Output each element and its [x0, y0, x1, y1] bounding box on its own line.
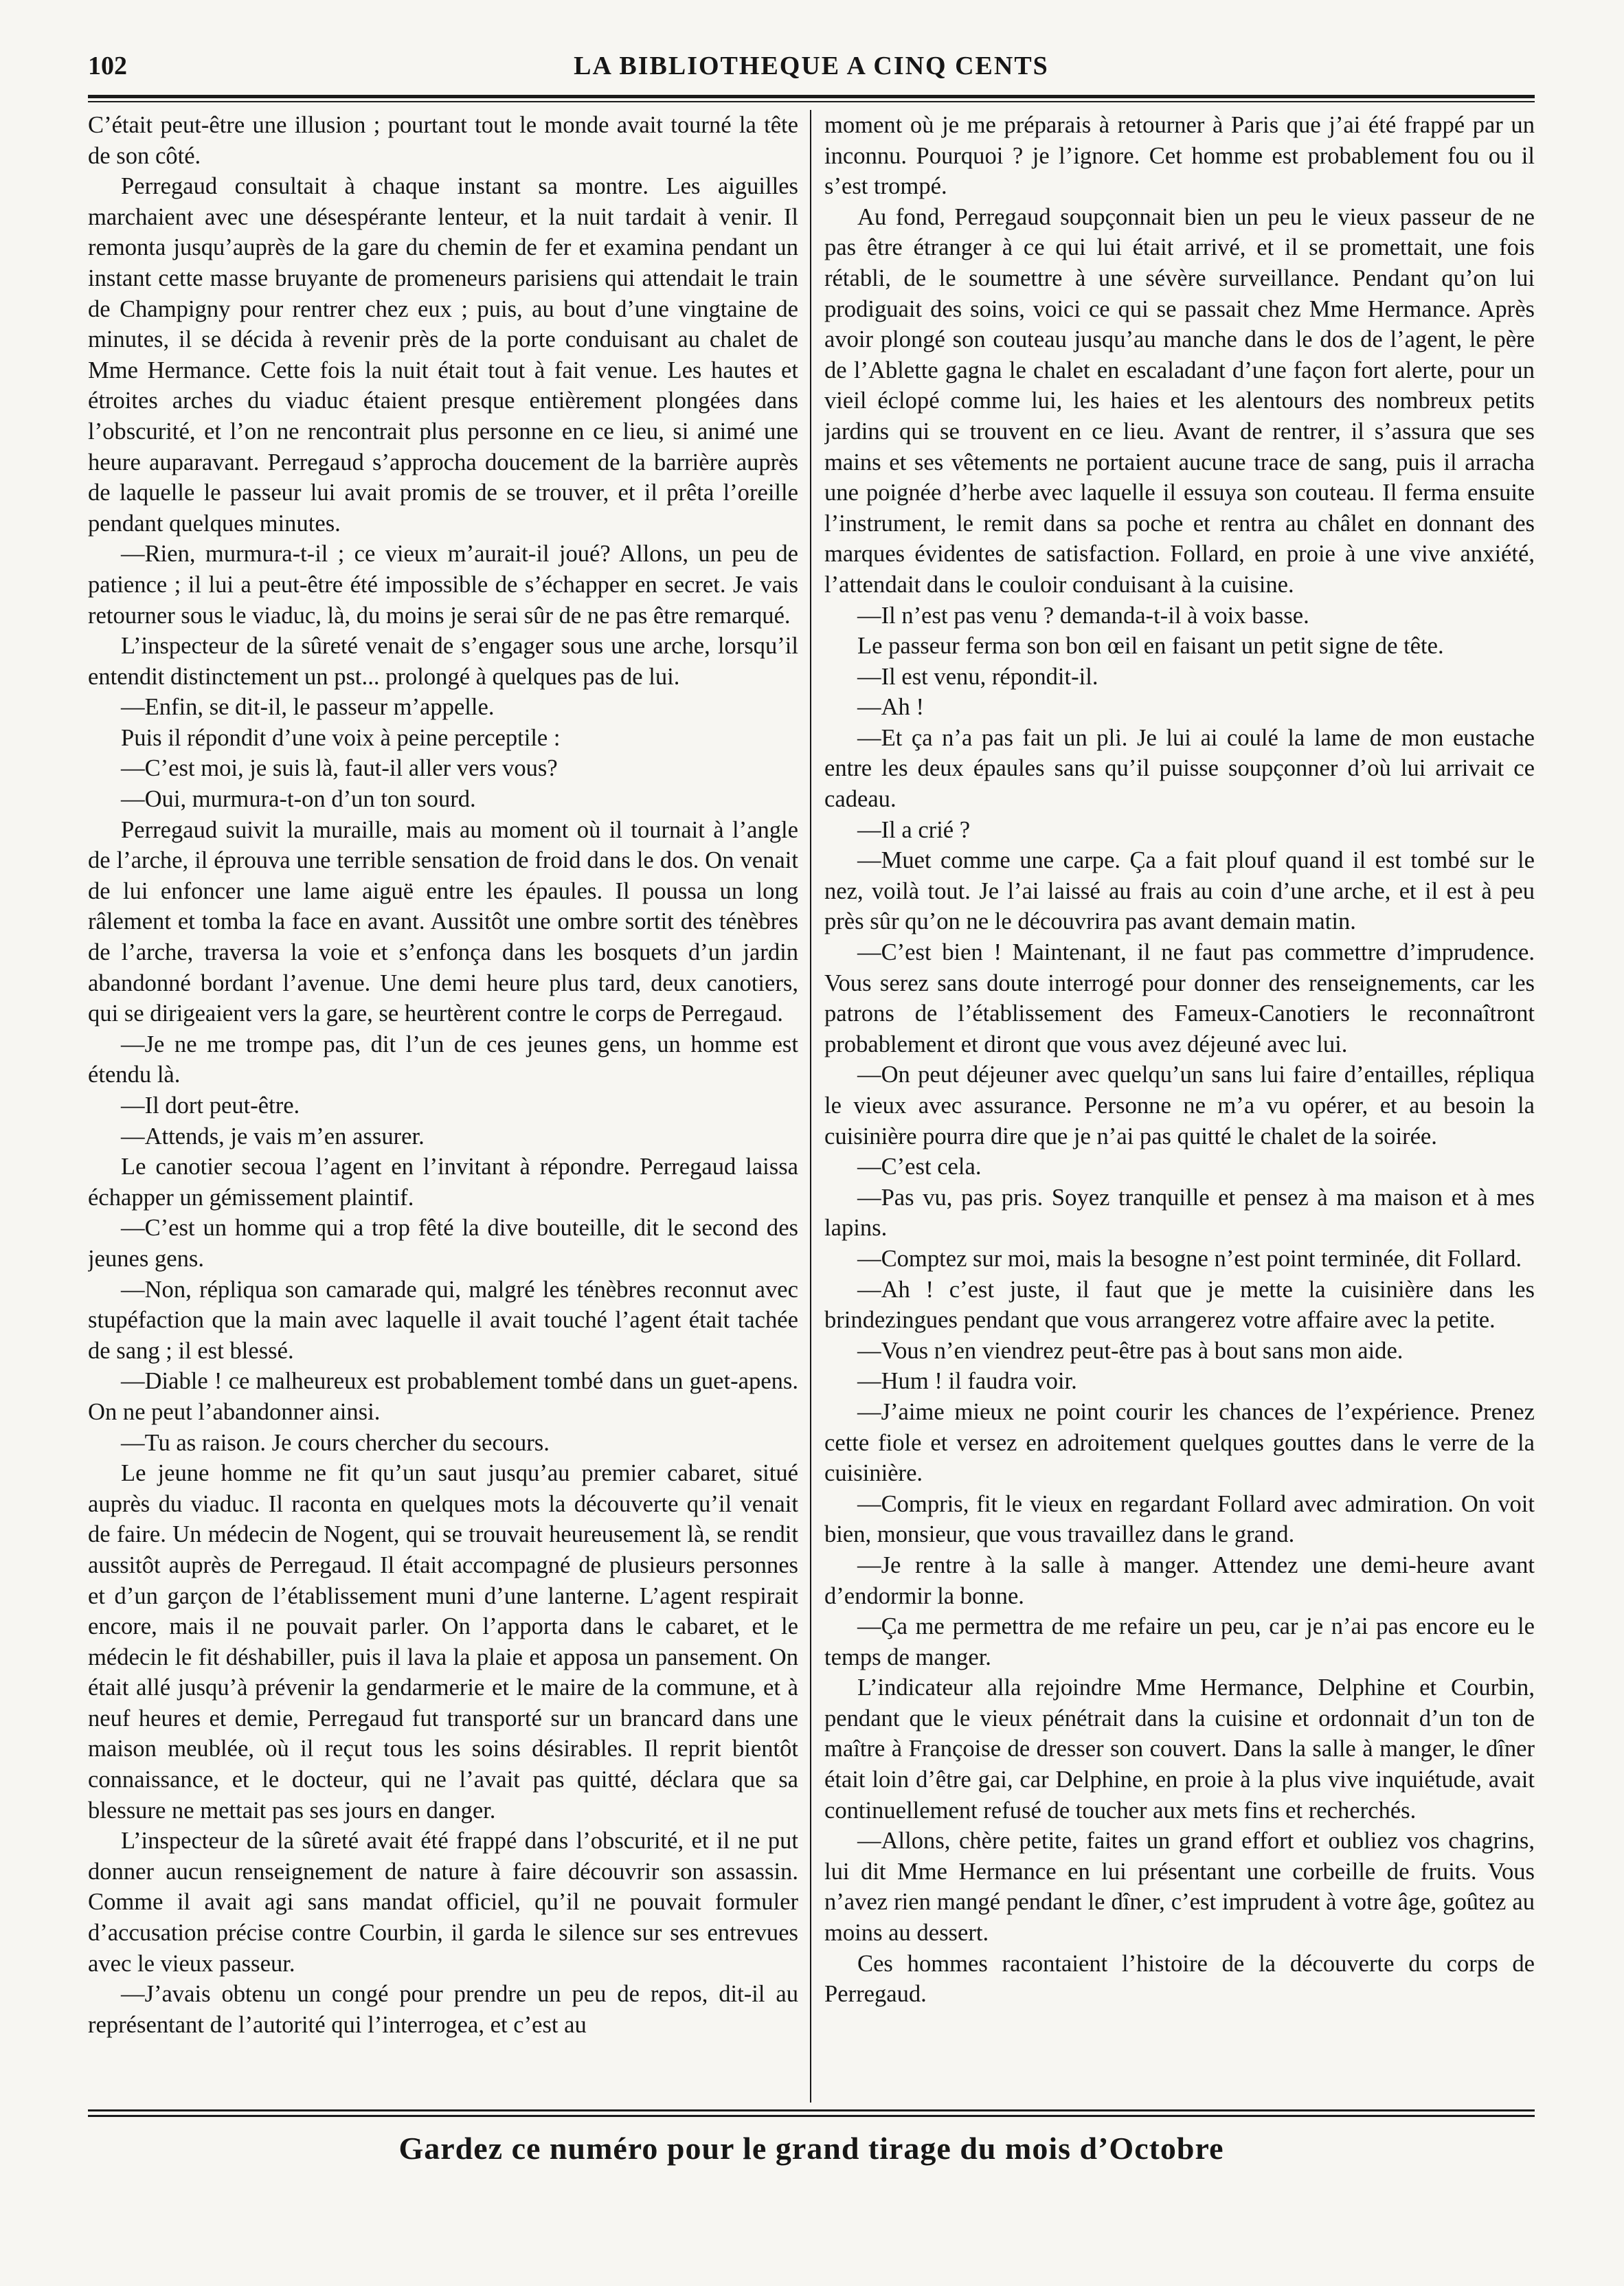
paragraph: —Ça me permettra de me refaire un peu, car je n’ai pas encore eu le temps de manger.: [824, 1613, 1535, 1670]
paragraph: —Diable ! ce malheureux est probablement tombé dans un guet-apens. On ne peut l’abandonner ainsi.: [88, 1368, 798, 1425]
paragraph: —Compris, fit le vieux en regardant Follard avec admiration. On voit bien, monsieur, que vous travaillez dans le grand.: [824, 1490, 1535, 1548]
page-header: [88, 48, 1535, 89]
paragraph: —C’est bien ! Maintenant, il ne faut pas commettre d’imprudence. Vous serez sans doute interrogé pour donner des renseignements, car les patrons de l’établissement des Fameux-Canotiers le reconnaîtront probablement et diront que vous avez déjeuné avec lui.: [824, 939, 1535, 1057]
paragraph: —Pas vu, pas pris. Soyez tranquille et pensez à ma maison et à mes lapins.: [824, 1184, 1535, 1242]
paragraph: L’inspecteur de la sûreté avait été frappé dans l’obscurité, et il ne put donner aucun renseignement de nature à faire découvrir son assassin. Comme il avait agi sans mandat officiel, qu’il ne pouvait formuler d’accusation précise contre Courbin, il garda le silence sur ses entrevues avec le vieux passeur.: [88, 1828, 798, 1977]
paragraph: Perregaud suivit la muraille, mais au moment où il tournait à l’angle de l’arche, il éprouva une terrible sensation de froid dans le dos. On venait de lui enfoncer une lame aiguë entre les épaules. Il poussa un long râlement et tomba la face en avant. Aussitôt une ombre sortit des ténèbres de l’arche, traversa la voie et s’enfonça dans les bosquets d’un jardin abandonné bordant l’avenue. Une demi heure plus tard, deux canotiers, qui se dirigeaient vers la gare, se heurtèrent contre le corps de Perregaud.: [88, 816, 798, 1027]
text-columns: [88, 110, 1535, 2100]
paragraph: —Enfin, se dit-il, le passeur m’appelle.: [121, 694, 495, 721]
paragraph: —C’est cela.: [857, 1154, 982, 1180]
page-number: 102: [88, 52, 127, 80]
paragraph: C’était peut-être une illusion ; pourtant tout le monde avait tourné la tête de son côté.: [88, 112, 798, 169]
paragraph: —On peut déjeuner avec quelqu’un sans lui faire d’entailles, répliqua le vieux avec assurance. Personne ne m’a vu opérer, et au besoin la cuisinière pourra dire que je n’ai pas quitté le chalet de la soirée.: [824, 1062, 1535, 1150]
paragraph: Au fond, Perregaud soupçonnait bien un peu le vieux passeur de ne pas être étranger à ce qui lui était arrivé, et il se promettait, une fois rétabli, de le soumettre à une sévère surveillance. Pendant qu’on lui prodiguait des soins, voici ce qui se passait chez Mme Hermance. Après avoir plongé son couteau jusqu’au manche dans le dos de l’agent, le père de l’Ablette gagna le chalet en escaladant d’une façon fort alerte, pour un vieil éclopé comme lui, les haies et les alentours des nombreux petits jardins qui se trouvent en ce lieu. Avant de rentrer, il s’assura que ses mains et ses vêtements ne portaient aucune trace de sang, puis il arracha une poignée d’herbe avec laquelle il essuya son couteau. Il ferma ensuite l’instrument, le remit dans sa poche et rentra au châlet en donnant des marques évidentes de satisfaction. Follard, en proie à une vive anxiété, l’attendait dans le couloir conduisant à la cuisine.: [824, 203, 1535, 598]
paragraph: —Oui, murmura-t-on d’un ton sourd.: [121, 786, 476, 813]
paragraph: —Allons, chère petite, faites un grand effort et oubliez vos chagrins, lui dit Mme Hermance en lui présentant une corbeille de fruits. Vous n’avez rien mangé pendant le dîner, c’est imprudent à votre âge, goûtez au moins au dessert.: [824, 1828, 1535, 1947]
paragraph: —Attends, je vais m’en assurer.: [121, 1123, 425, 1150]
paragraph: —C’est un homme qui a trop fêté la dive bouteille, dit le second des jeunes gens.: [88, 1215, 798, 1272]
paragraph: Ces hommes racontaient l’histoire de la découverte du corps de Perregaud.: [824, 1950, 1535, 2008]
column-divider: [810, 110, 811, 2103]
paragraph: moment où je me préparais à retourner à Paris que j’ai été frappé par un inconnu. Pourquoi ? je l’ignore. Cet homme est probablement fou ou il s’est trompé.: [824, 112, 1535, 200]
paragraph: —Je ne me trompe pas, dit l’un de ces jeunes gens, un homme est étendu là.: [88, 1031, 798, 1088]
paragraph: —Tu as raison. Je cours chercher du secours.: [121, 1429, 550, 1456]
paragraph: —Vous n’en viendrez peut-être pas à bout sans mon aide.: [857, 1337, 1403, 1364]
paragraph: —Il est venu, répondit-il.: [857, 663, 1098, 690]
paragraph: Puis il répondit d’une voix à peine perceptile :: [121, 724, 561, 751]
paragraph: —Hum ! il faudra voir.: [857, 1368, 1077, 1395]
paragraph: —Ah !: [857, 694, 924, 721]
paragraph: —Il a crié ?: [857, 816, 971, 843]
paragraph: L’inspecteur de la sûreté venait de s’engager sous une arche, lorsqu’il entendit distinctement un pst... prolongé à quelques pas de lui.: [88, 633, 798, 690]
paragraph: Le canotier secoua l’agent en l’invitant à répondre. Perregaud laissa échapper un gémissement plaintif.: [88, 1154, 798, 1211]
paragraph: —Muet comme une carpe. Ça a fait plouf quand il est tombé sur le nez, voilà tout. Je l’ai laissé au frais au coin d’une arche, et il est à peu près sûr qu’on ne le découvrira pas avant demain matin.: [824, 847, 1535, 935]
paragraph: —Il n’est pas venu ? demanda-t-il à voix basse.: [857, 602, 1309, 629]
paragraph: L’indicateur alla rejoindre Mme Hermance, Delphine et Courbin, pendant que le vieux pénétrait dans la cuisine et ordonnait d’un ton de maître à Françoise de dresser son couvert. Dans la salle à manger, le dîner était loin d’être gai, car Delphine, en proie à la plus vive inquiétude, avait continuellement refusé de toucher aux mets fins et recherchés.: [824, 1674, 1535, 1824]
footer-rule: [88, 2109, 1535, 2117]
paragraph: Le jeune homme ne fit qu’un saut jusqu’au premier cabaret, situé auprès du viaduc. Il raconta en quelques mots la découverte qu’il venait de faire. Un médecin de Nogent, qui se trouvait heureusement là, se rendit aussitôt auprès de Perregaud. Il était accompagné de plusieurs personnes et d’un garçon de l’établissement muni d’une lanterne. L’agent respirait encore, mais il ne pouvait parler. On l’apporta dans le cabaret, et le médecin le fit déshabiller, puis il lava la plaie et apposa un pansement. On était allé jusqu’à prévenir la gendarmerie et le maire de la commune, et à neuf heures et demie, Perregaud fut transporté sur un brancard dans une maison meublée, où il reçut tous les soins désirables. Il reprit bientôt connaissance, et le docteur, qui ne l’avait pas quitté, déclara que sa blessure ne mettait pas ses jours en danger.: [88, 1460, 798, 1824]
header-rule: [88, 95, 1535, 102]
paragraph: —Il dort peut-être.: [121, 1092, 300, 1119]
paragraph: —Non, répliqua son camarade qui, malgré les ténèbres reconnut avec stupéfaction que la main avec laquelle il avait touché l’agent était tachée de sang ; il est blessé.: [88, 1276, 798, 1364]
running-title: LA BIBLIOTHEQUE A CINQ CENTS: [574, 52, 1049, 80]
paragraph: —Je rentre à la salle à manger. Attendez une demi-heure avant d’endormir la bonne.: [824, 1551, 1535, 1609]
paragraph: —J’avais obtenu un congé pour prendre un peu de repos, dit-il au représentant de l’autorité qui l’interrogea, et c’est au: [88, 1981, 798, 2038]
paragraph: —J’aime mieux ne point courir les chances de l’expérience. Prenez cette fiole et versez en adroitement quelques gouttes dans le verre de la cuisinière.: [824, 1398, 1535, 1487]
paragraph: —Ah ! c’est juste, il faut que je mette la cuisinière dans les brindezingues pendant que vous arrangerez votre affaire avec la petite.: [824, 1276, 1535, 1334]
paragraph: —Rien, murmura-t-il ; ce vieux m’aurait-il joué? Allons, un peu de patience ; il lui a peut-être été impossible de s’échapper en secret. Je vais retourner sous le viaduc, là, du moins je serai sûr de ne pas être remarqué.: [88, 541, 798, 629]
left-column: [88, 110, 798, 2100]
paragraph: Perregaud consultait à chaque instant sa montre. Les aiguilles marchaient avec une désespérante lenteur, et la nuit tardait à venir. Il remonta jusqu’auprès de la gare du chemin de fer et examina pendant un instant cette masse bruyante de promeneurs parisiens qui attendait le train de Champigny pour rentrer chez eux ; puis, au bout d’une vingtaine de minutes, il se décida à revenir près de la porte conduisant au chalet de Mme Hermance. Cette fois la nuit était tout à fait venue. Les hautes et étroites arches du viaduc étaient presque entièrement plongées dans l’obscurité, et l’on ne rencontrait plus personne en ce lieu, si animé une heure auparavant. Perregaud s’approcha doucement de la barrière auprès de laquelle le passeur lui avait promis de se trouver, et il prêta l’oreille pendant quelques minutes.: [88, 173, 798, 537]
paragraph: —Et ça n’a pas fait un pli. Je lui ai coulé la lame de mon eustache entre les deux épaules sans qu’il puisse soupçonner d’où lui arrivait ce cadeau.: [824, 724, 1535, 813]
paragraph: —C’est moi, je suis là, faut-il aller vers vous?: [121, 755, 558, 782]
paragraph: Le passeur ferma son bon œil en faisant un petit signe de tête.: [857, 633, 1444, 660]
right-column: [824, 110, 1535, 2100]
footer-notice: Gardez ce numéro pour le grand tirage du mois d’Octobre: [398, 2131, 1224, 2166]
paragraph: —Comptez sur moi, mais la besogne n’est point terminée, dit Follard.: [857, 1245, 1522, 1272]
